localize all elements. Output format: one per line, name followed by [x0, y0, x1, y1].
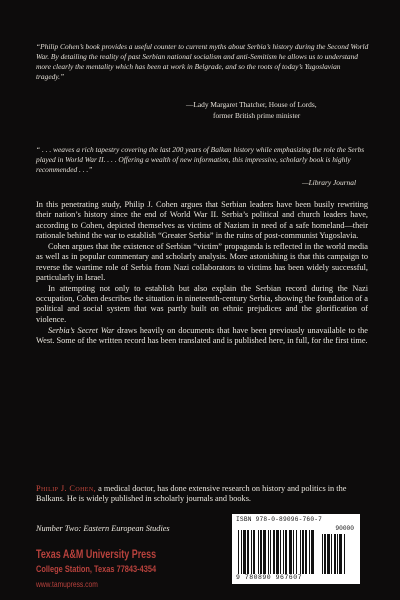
- author-name: Philip J. Cohen,: [36, 484, 97, 493]
- endorsement-quote-thatcher: “Philip Cohen’s book provides a useful counter to current myths about Serbia’s history during the Second World War. By detailing the reality of past Serbian national socialism and anti-Semitism he allows us to understand more clearly the mentality which has been at work in Belgrade, and so the roots of today’s Yugoslavian tragedy.”: [36, 42, 369, 81]
- endorsement-attribution-thatcher-title: former British prime minister: [213, 111, 301, 120]
- isbn-text: ISBN 978-0-89096-760-7: [236, 516, 323, 523]
- publisher-website: www.tamupress.com: [36, 579, 98, 589]
- author-bio: [36, 484, 368, 505]
- description-text: draws heavily on documents that have been previously unavailable to the West. Some of the written record has been translated and is published here, in full, for the first time.: [36, 325, 368, 345]
- series-label: Number Two: Eastern European Studies: [36, 524, 170, 533]
- publisher-address: College Station, Texas 77843-4354: [36, 564, 157, 575]
- isbn-barcode: [232, 514, 360, 584]
- barcode-digits: 9 780890 967607: [236, 574, 303, 581]
- author-bio-text: a medical doctor, has done extensive research on history and politics in the Balkans. He is widely published in scholarly journals and books.: [36, 484, 347, 504]
- endorsement-attribution-library-journal: —Library Journal: [302, 178, 356, 187]
- publisher-name: Texas A&M University Press: [36, 549, 157, 561]
- price-code: 90000: [335, 525, 354, 532]
- book-description: [36, 200, 368, 346]
- description-paragraph: Cohen argues that the existence of Serbian “victim” propaganda is reflected in the world media as well as in popular commentary and scholarly analysis. More astonishing is that this campaign to reverse the wartime role of Serbia from Nazi collaborators to victims has been widely successful, particularly in Israel.: [36, 241, 368, 282]
- barcode-bars: [238, 530, 354, 574]
- endorsement-quote-library-journal: “ . . . weaves a rich tapestry covering the last 200 years of Balkan history while emphasizing the role the Serbs played in World War II. . . . Offering a wealth of new information, this impressive, scholarly book is highly recommended . . .”: [36, 145, 365, 174]
- description-paragraph: [36, 326, 368, 347]
- publisher-block: [36, 549, 190, 589]
- book-title-inline: Serbia’s Secret War: [48, 325, 115, 335]
- endorsement-attribution-thatcher: —Lady Margaret Thatcher, House of Lords,: [186, 100, 317, 109]
- description-paragraph: In attempting not only to establish but also explain the Serbian record during the Nazi occupation, Cohen describes the situation in nineteenth-century Serbia, showing the foundation of a political and social system that was partly built on ethnic prejudices and the glorification of violence.: [36, 283, 368, 324]
- description-paragraph: In this penetrating study, Philip J. Cohen argues that Serbian leaders have been busily rewriting their nation’s history since the end of World War II. Serbia’s political and church leaders have, according to Cohen, depicted themselves as victims of Nazism in need of a safe homeland—their rationale behind the war to establish “Greater Serbia” in the ruins of post-communist Yugoslavia.: [36, 200, 368, 241]
